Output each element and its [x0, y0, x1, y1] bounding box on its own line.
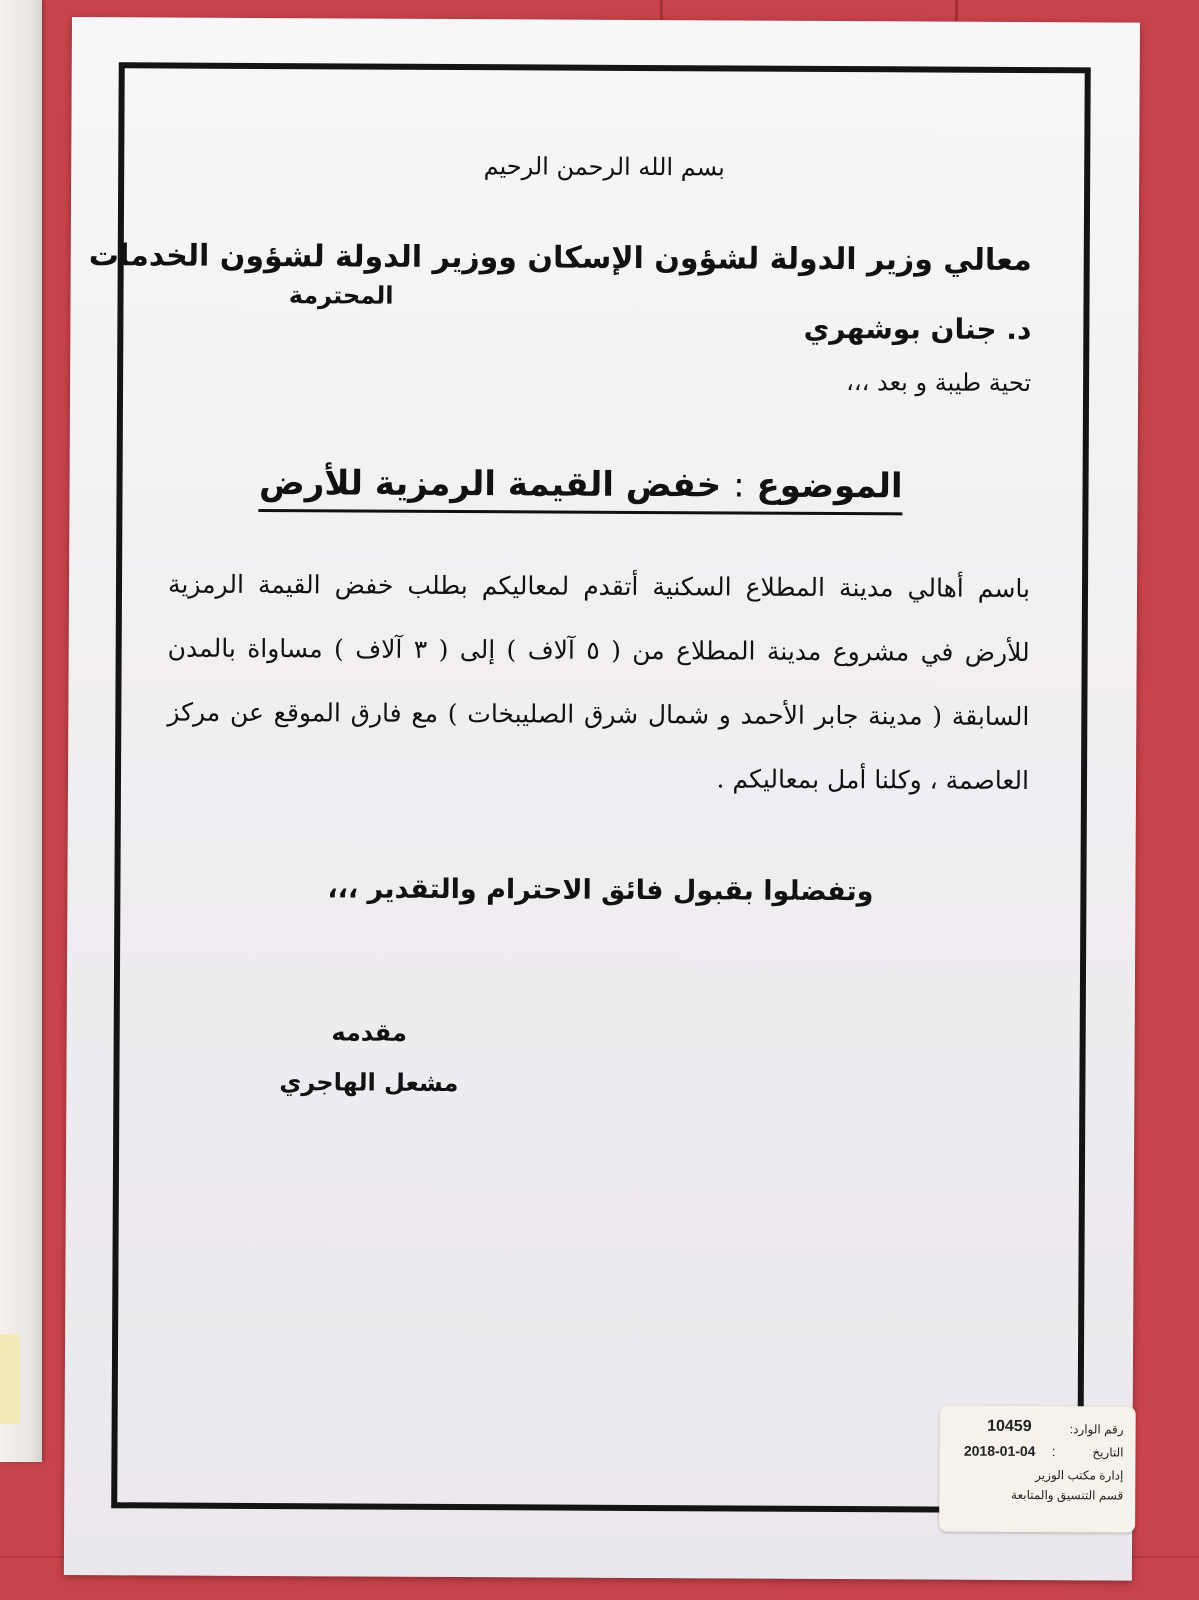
stamp-date: 2018-01-04 — [963, 1442, 1036, 1460]
stamp-incoming-label: رقم الوارد: — [1069, 1422, 1124, 1437]
letter-page — [64, 17, 1140, 1581]
underlying-sheet — [0, 0, 42, 1462]
subject-text: خفض القيمة الرمزية للأرض — [258, 462, 722, 506]
signer-name: مشعل الهاجري — [279, 1068, 459, 1098]
stamp-date-label: التاريخ — [1092, 1445, 1124, 1460]
stamp-section: قسم التنسيق والمتابعة — [1011, 1487, 1124, 1503]
basmala: بسم الله الرحمن الرحيم — [483, 152, 725, 182]
sticky-tab — [0, 1334, 20, 1424]
subject-separator: : — [733, 465, 745, 506]
stamp-date-separator: : — [1051, 1443, 1056, 1460]
stamp-incoming-number: 10459 — [987, 1417, 1032, 1436]
honorific: المحترمة — [288, 281, 394, 310]
letter-body: باسم أهالي مدينة المطلاع السكنية أتقدم لمعاليكم بطلب خفض القيمة الرمزية للأرض في مشروع مدينة المطلاع من ( ٥ آلاف ) إلى ( ٣ آلاف ) مساواة بالمدن السابقة ( مدينة جابر الأحمد و شمال شرق الصليبخات ) مع فارق الموقع عن مركز العاصمة ، وكلنا أمل بمعاليكم . — [167, 569, 1031, 796]
letter-border-frame — [88, 62, 1124, 1513]
closing-line: وتفضلوا بقبول فائق الاحترام والتقدير ،،، — [327, 873, 874, 908]
subject-line — [259, 463, 903, 515]
incoming-stamp-label — [939, 1406, 1136, 1533]
greeting: تحية طيبة و بعد ،،، — [846, 368, 1032, 398]
addressee-title: معالي وزير الدولة لشؤون الإسكان ووزير الدولة لشؤون الخدمات — [88, 238, 1032, 279]
subject-label: الموضوع — [756, 465, 903, 507]
signature-block — [279, 1007, 458, 1108]
signoff-label: مقدمه — [331, 1018, 407, 1047]
stamp-department: إدارة مكتب الوزير — [1035, 1468, 1124, 1483]
addressee-name: د. جنان بوشهري — [803, 311, 1032, 347]
